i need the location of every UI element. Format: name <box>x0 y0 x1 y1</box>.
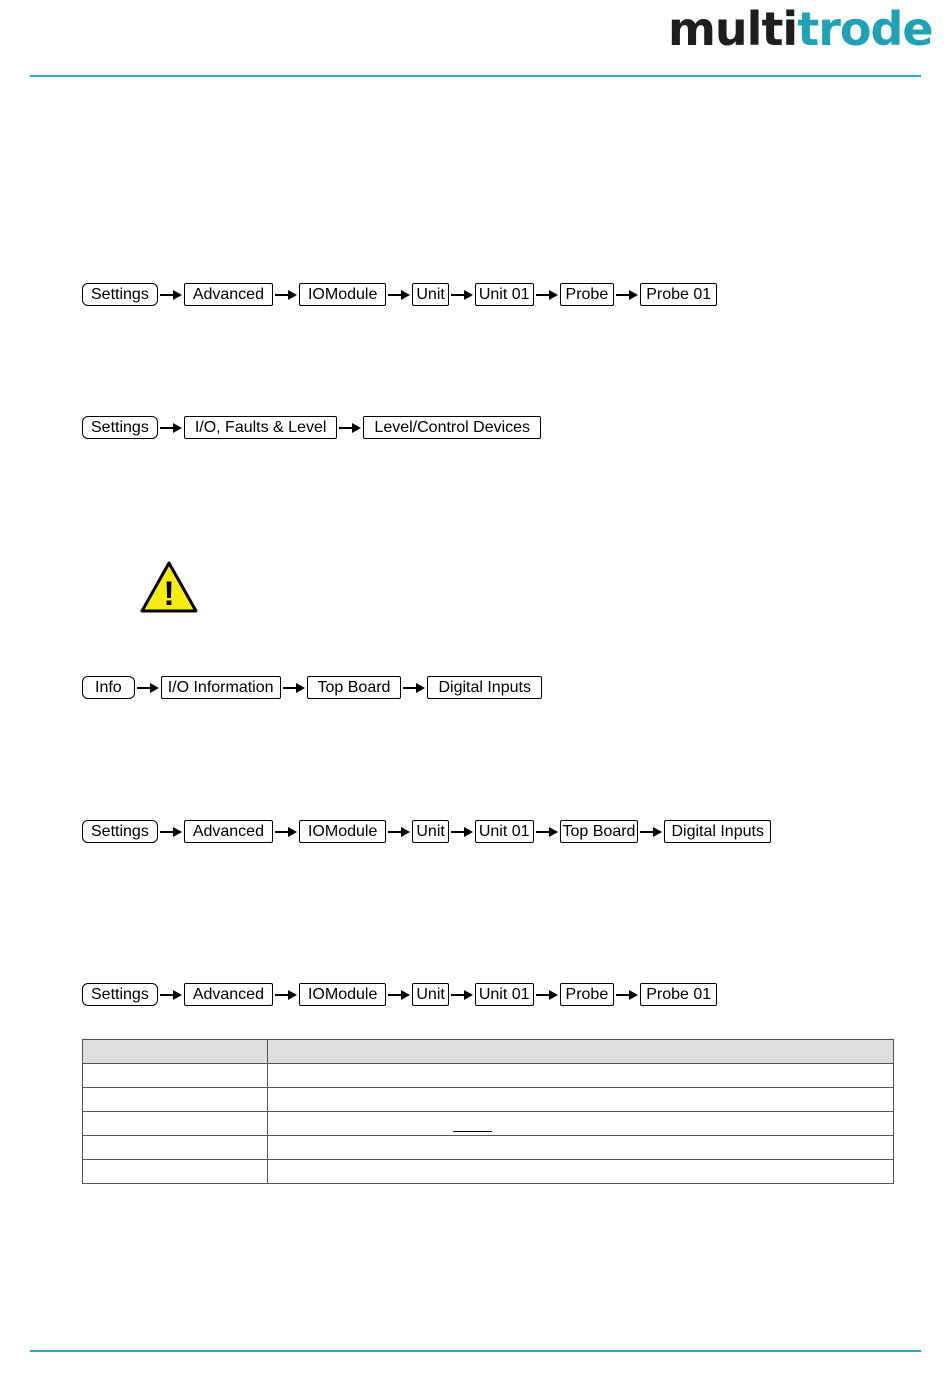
multitrode-logo <box>668 4 933 54</box>
path-step: Unit <box>412 283 448 306</box>
path-step: Top Board <box>560 820 639 843</box>
probe-settings-table <box>82 1039 894 1184</box>
path-step: Advanced <box>184 820 273 843</box>
path-step: Probe <box>560 983 615 1006</box>
path-step: Settings <box>82 820 158 843</box>
path-step: I/O Information <box>161 676 281 699</box>
right-arrow-icon <box>534 284 560 305</box>
menu-path-top-board-digital-inputs <box>82 820 771 843</box>
menu-path-level-devices <box>82 416 541 439</box>
path-step: Settings <box>82 283 158 306</box>
table-cell <box>268 1136 894 1160</box>
table-cell <box>83 1136 268 1160</box>
path-step: I/O, Faults & Level <box>184 416 338 439</box>
path-step: Digital Inputs <box>427 676 542 699</box>
path-step: Level/Control Devices <box>363 416 541 439</box>
right-arrow-icon <box>386 821 412 842</box>
path-step: Settings <box>82 416 158 439</box>
logo-text-dark: multi <box>668 2 798 56</box>
right-arrow-icon <box>449 984 475 1005</box>
path-step: Top Board <box>307 676 402 699</box>
path-step: Advanced <box>184 983 273 1006</box>
path-step: Unit <box>412 983 448 1006</box>
right-arrow-icon <box>273 284 299 305</box>
path-step: Unit 01 <box>475 820 534 843</box>
table-header-cell <box>83 1040 268 1064</box>
table-cell <box>83 1064 268 1088</box>
menu-path-info-digital-inputs <box>82 676 542 699</box>
right-arrow-icon <box>337 417 363 438</box>
right-arrow-icon <box>449 821 475 842</box>
right-arrow-icon <box>386 284 412 305</box>
path-step: Unit 01 <box>475 283 534 306</box>
table-header-cell <box>268 1040 894 1064</box>
right-arrow-icon <box>273 821 299 842</box>
right-arrow-icon <box>158 984 184 1005</box>
footer-rule <box>30 1350 921 1352</box>
right-arrow-icon <box>273 984 299 1005</box>
right-arrow-icon <box>158 821 184 842</box>
table-cell <box>83 1160 268 1184</box>
table-cell <box>83 1088 268 1112</box>
right-arrow-icon <box>534 821 560 842</box>
logo-text-teal: trode <box>797 2 933 56</box>
right-arrow-icon <box>534 984 560 1005</box>
header-rule <box>30 75 921 77</box>
table-header-row <box>83 1040 894 1064</box>
underline-mark <box>453 1131 492 1132</box>
menu-path-probe-table <box>82 983 717 1006</box>
right-arrow-icon <box>386 984 412 1005</box>
path-step: Info <box>82 676 135 699</box>
right-arrow-icon <box>281 677 307 698</box>
table-cell <box>268 1160 894 1184</box>
right-arrow-icon <box>158 284 184 305</box>
table-row <box>83 1136 894 1160</box>
path-step: Unit 01 <box>475 983 534 1006</box>
warning-glyph: ! <box>163 575 175 613</box>
table-cell <box>268 1064 894 1088</box>
right-arrow-icon <box>614 984 640 1005</box>
path-step: Digital Inputs <box>664 820 771 843</box>
path-step: Settings <box>82 983 158 1006</box>
right-arrow-icon <box>158 417 184 438</box>
table-row <box>83 1160 894 1184</box>
right-arrow-icon <box>135 677 161 698</box>
warning-triangle-icon <box>139 560 199 619</box>
path-step: IOModule <box>299 283 386 306</box>
path-step: Probe 01 <box>640 283 717 306</box>
table-cell <box>268 1088 894 1112</box>
path-step: Probe <box>560 283 615 306</box>
path-step: Advanced <box>184 283 273 306</box>
table-row <box>83 1064 894 1088</box>
right-arrow-icon <box>449 284 475 305</box>
table-row <box>83 1088 894 1112</box>
path-step: Probe 01 <box>640 983 717 1006</box>
path-step: IOModule <box>299 820 386 843</box>
table-cell <box>268 1112 894 1136</box>
path-step: IOModule <box>299 983 386 1006</box>
right-arrow-icon <box>638 821 664 842</box>
table-cell <box>83 1112 268 1136</box>
right-arrow-icon <box>401 677 427 698</box>
menu-path-probe <box>82 283 717 306</box>
right-arrow-icon <box>614 284 640 305</box>
path-step: Unit <box>412 820 448 843</box>
